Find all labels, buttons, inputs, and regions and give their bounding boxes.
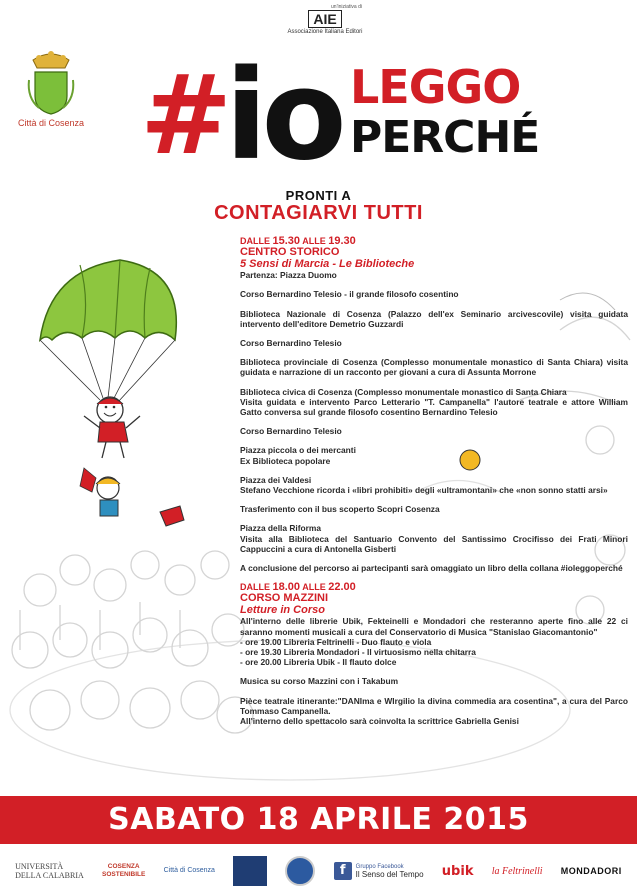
- s2-item: All'interno delle librerie Ubik, Fekteinelli e Mondadori che resteranno aperte fino alle 22 ci saranno momenti musicali a cura del Conservatorio di Musica "Stanislao Giacomantonio": [240, 616, 628, 637]
- s1-place: CENTRO STORICO: [240, 246, 340, 259]
- s1-item: Biblioteca Nazionale di Cosenza (Palazzo dell'ex Seminario arcivescovile) visita guidata intervento dell'editore Demetrio Guzzardi: [240, 308, 628, 329]
- fb-group-label: Gruppo Facebook: [355, 864, 404, 870]
- tagline-pronti: PRONTI A: [285, 188, 352, 203]
- s1-item: Corso Bernardino Telesio: [240, 426, 342, 437]
- s1-item: Visita guidata e intervento Parco Letterario "T. Campanella" l'autore teatrale e attore William Gatto conversa sul grande filosofo cosentino Bernardino Telesio: [240, 396, 628, 418]
- mondadori-logo: MONDADORI: [560, 866, 622, 876]
- s1-item: Ex Biblioteca popolare: [240, 455, 331, 466]
- s2-end: 22.00: [328, 581, 356, 594]
- unical-logo: [15, 862, 84, 880]
- s1-dalle: DALLE: [240, 236, 270, 246]
- parachute-icon: [40, 260, 176, 458]
- seal-logo-icon: [285, 856, 315, 886]
- title-perche: PERCHÉ: [350, 112, 540, 163]
- s2-start: 18.00: [272, 581, 301, 594]
- cosenza-line2: SOSTENIBILE: [102, 871, 146, 878]
- s2-place: CORSO MAZZINI: [240, 592, 328, 605]
- s1-event: 5 Sensi di Marcia - Le Biblioteche: [240, 258, 415, 271]
- s2-time: [240, 582, 628, 592]
- s1-item: Stefano Vecchione ricorda i «libri prohibiti» degli «ultramontani» che «non sonno statti arsi»: [240, 485, 608, 496]
- s1-item: Piazza dei Valdesi: [240, 474, 312, 485]
- aie-logo: [270, 4, 380, 35]
- cosenza-sostenibile-logo: [102, 863, 145, 879]
- facebook-text: [356, 864, 424, 878]
- s2-item: All'interno dello spettacolo sarà coinvolta la scrittrice Gabriella Genisi: [240, 716, 519, 727]
- unical-line1: UNIVERSITÀ: [15, 862, 64, 871]
- s1-item: Piazza della Riforma: [240, 523, 321, 534]
- s1-item: Partenza: Piazza Duomo: [240, 270, 337, 281]
- s1-item: Piazza piccola o dei mercanti: [240, 445, 356, 456]
- s2-alle: ALLE: [302, 582, 326, 593]
- s2-item: Pièce teatrale itinerante:"DANIma e WIrgilio la divina commedia ara cosentina", a cura del Parco Tommaso Campanella.: [240, 695, 628, 716]
- title-io: io: [225, 44, 341, 188]
- s2-item: - ore 19.00 Libreria Feltrinelli - Duo flauto e viola: [240, 636, 432, 647]
- cosenza-line1: COSENZA: [107, 863, 140, 870]
- s1-start: 15.30: [272, 235, 301, 247]
- aie-name: Associazione Italiana Editori: [287, 29, 363, 35]
- sponsor-bar: [0, 846, 637, 896]
- date-banner: SABATO 18 APRILE 2015: [0, 796, 637, 844]
- s1-alle: ALLE: [302, 236, 326, 246]
- city-name: Città di Cosenza: [17, 118, 85, 128]
- facebook-icon: f: [334, 862, 352, 880]
- s2-item: - ore 20.00 Libreria Ubik - Il flauto dolce: [240, 657, 397, 668]
- tagline-contagiarvi: CONTAGIARVI TUTTI: [214, 202, 423, 224]
- fb-group-name: Il Senso del Tempo: [355, 870, 424, 879]
- city-crest: [16, 50, 86, 128]
- feltrinelli-logo: la Feltrinelli: [491, 865, 543, 877]
- title-leggo: LEGGO: [350, 60, 521, 114]
- s2-event: Letture in Corso: [240, 604, 325, 617]
- crest-shield-icon: [25, 50, 77, 116]
- citta-cosenza-logo: Città di Cosenza: [163, 867, 215, 874]
- s2-item: Musica su corso Mazzini con i Takabum: [240, 676, 399, 687]
- s2-dalle: DALLE: [240, 582, 270, 593]
- aie-pre-text: un'iniziativa di: [331, 4, 362, 10]
- s1-item: Biblioteca civica di Cosenza (Complesso monumentale monastico di Santa Chiara: [240, 386, 567, 397]
- main-title: [140, 44, 540, 190]
- library-logo-icon: [233, 856, 267, 886]
- s1-item: Corso Bernardino Telesio: [240, 338, 342, 349]
- title-hash: #: [140, 51, 233, 179]
- falling-child-icon: [80, 468, 184, 526]
- s1-item: A conclusione del percorso ai partecipanti sarà omaggiato un libro della collana #ioleggoperché: [240, 563, 623, 574]
- facebook-group[interactable]: [334, 862, 424, 880]
- s1-item: Trasferimento con il bus scoperto Scopri Cosenza: [240, 504, 440, 515]
- s1-item: Corso Bernardino Telesio - il grande filosofo cosentino: [240, 289, 459, 300]
- s1-time: [240, 236, 628, 246]
- unical-line2: DELLA CALABRIA: [15, 871, 84, 880]
- s1-item: Visita alla Biblioteca del Santuario Convento del Santissimo Crocifisso dei Frati Minori Cappuccini a cura di Antonella Gisberti: [240, 533, 628, 554]
- program: [240, 236, 628, 726]
- s1-end: 19.30: [328, 235, 356, 247]
- aie-mark: AIE: [308, 10, 341, 28]
- s2-item: - ore 19.30 Libreria Mondadori - Il virtuosismo nella chitarra: [240, 647, 476, 658]
- s1-item: Biblioteca provinciale di Cosenza (Complesso monumentale monastico di Santa Chiara) visita guidata e narrazione di un racconto per giovani a cura di Assunta Morrone: [240, 357, 628, 378]
- ubik-logo: ubik: [441, 863, 474, 879]
